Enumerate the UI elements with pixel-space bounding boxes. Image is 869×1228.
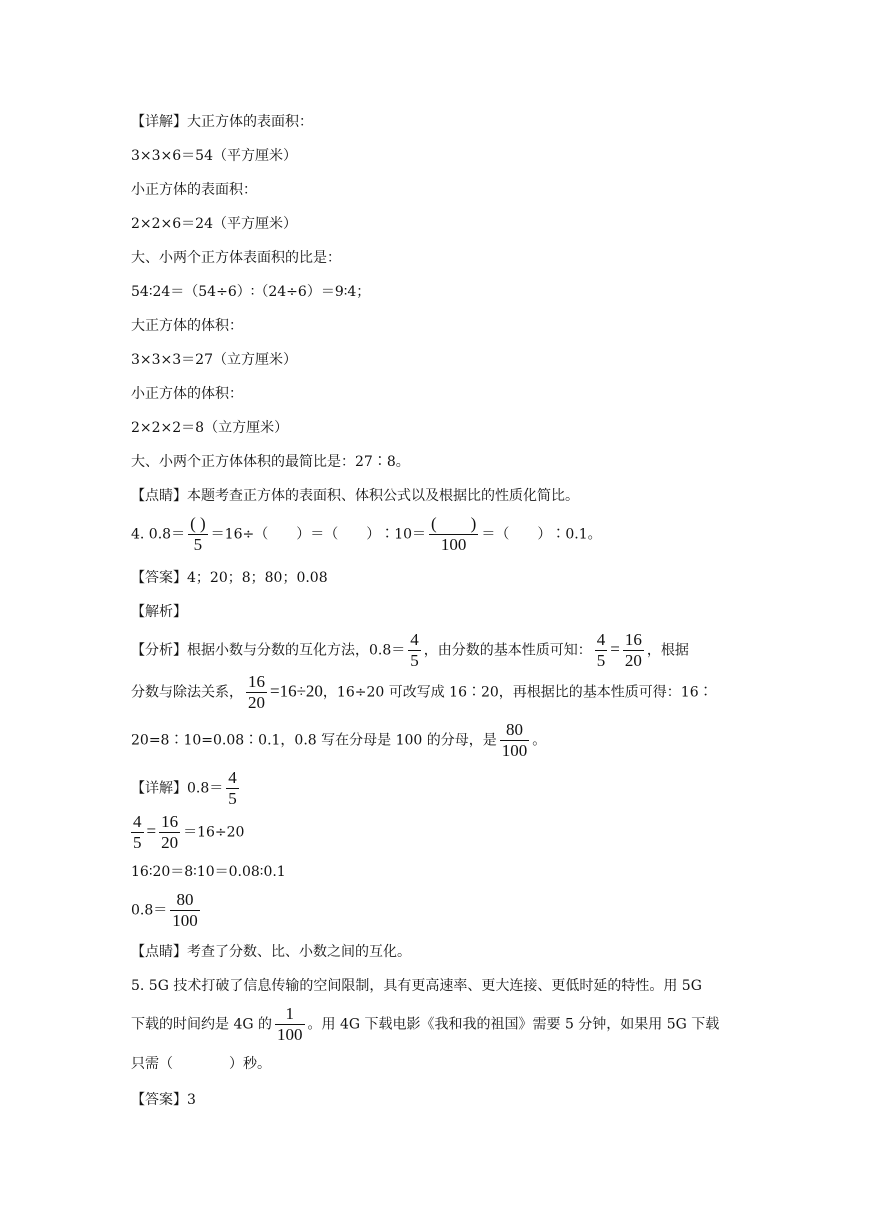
fenxi-text-f: ，16÷20 可改写成 16∶20，再根据比的基本性质可得：16∶	[322, 684, 713, 701]
q4-fraction-2-num: ( )	[431, 514, 477, 533]
question-5-line-3: 只需（ ）秒。	[131, 1056, 271, 1072]
detail-2-fraction-1	[226, 768, 239, 809]
label-volume-large: 大正方体的体积：	[131, 318, 243, 334]
label-surface-small: 小正方体的表面积：	[131, 182, 257, 198]
detail-2-text-b: ＝16÷20	[183, 824, 245, 841]
answer-5: 【答案】3	[131, 1092, 196, 1108]
question-5-line-1: 5. 5G 技术打破了信息传输的空间限制，具有更高速率、更大连接、更低时延的特性。用 5G	[131, 978, 702, 994]
fenxi-fraction-4-num: 16	[248, 672, 265, 691]
label-surface-ratio: 大、小两个正方体表面积的比是：	[131, 250, 341, 266]
fenxi-line-1	[131, 630, 689, 671]
question-5-line-2	[131, 1004, 719, 1045]
detail-2-fraction-3-den: 20	[161, 833, 179, 852]
fenxi-fraction-2-den: 5	[596, 651, 606, 670]
detail-2-fraction-2	[131, 812, 144, 853]
fenxi-fraction-4	[246, 672, 267, 713]
detail-2-fraction-2-den: 5	[133, 833, 142, 852]
detail-2-fraction-1-den: 5	[228, 789, 237, 808]
calc-surface-ratio: 54∶24＝（54÷6）∶（24÷6）＝9∶4；	[131, 284, 371, 300]
fenxi-fraction-3-num: 16	[624, 630, 642, 649]
detail-label-surface-large: 【详解】大正方体的表面积：	[131, 114, 313, 130]
q4-part-b: ＝16÷（ ）＝（ ）∶10＝	[210, 526, 427, 543]
detail-2-text-c: 0.8＝	[131, 902, 168, 919]
detail-2-line-3: 16∶20＝8∶10＝0.08∶0.1	[131, 864, 286, 880]
detail-2-fraction-4-num: 80	[170, 890, 200, 911]
q4-fraction-1-den: 5	[193, 535, 203, 554]
answer-4: 【答案】4；20；8；80；0.08	[131, 570, 328, 586]
fenxi-text-a: 【分析】根据小数与分数的互化方法，0.8＝	[131, 642, 406, 659]
detail-2-equals: =	[146, 821, 157, 841]
detail-2-fraction-4	[170, 890, 200, 931]
fenxi-fraction-2	[595, 630, 608, 671]
q4-part-c: ＝（ ）∶0.1。	[481, 526, 602, 543]
fenxi-fraction-5-num: 80	[500, 720, 530, 741]
dianjing-note-1: 【点睛】本题考查正方体的表面积、体积公式以及根据比的性质化简比。	[131, 488, 579, 504]
q5-text-b: 。用 4G 下载电影《我和我的祖国》需要 5 分钟，如果用 5G 下载	[307, 1016, 720, 1033]
calc-surface-large: 3×3×6＝54（平方厘米）	[131, 148, 297, 164]
detail-2-line-2	[131, 812, 244, 853]
q5-fraction-num: 1	[275, 1004, 305, 1025]
fenxi-text-g: 20=8∶10=0.08∶0.1，0.8 写在分母是 100 的分母，是	[131, 732, 497, 749]
q4-fraction-2-den: 100	[440, 535, 467, 554]
q5-fraction	[275, 1004, 305, 1045]
volume-ratio-result: 大、小两个正方体体积的最简比是：27∶8。	[131, 454, 410, 470]
fenxi-text-h: 。	[532, 732, 547, 749]
fenxi-text-c: ，根据	[646, 642, 689, 659]
fenxi-fraction-5	[500, 720, 530, 761]
detail-2-fraction-1-num: 4	[228, 768, 237, 787]
fenxi-fraction-1-num: 4	[410, 630, 419, 649]
detail-2-fraction-2-num: 4	[133, 812, 142, 831]
fenxi-text-e: =16÷20	[270, 681, 323, 701]
detail-2-fraction-3-num: 16	[161, 812, 179, 831]
label-volume-small: 小正方体的体积：	[131, 386, 243, 402]
fenxi-fraction-2-num: 4	[596, 630, 606, 649]
calc-surface-small: 2×2×6＝24（平方厘米）	[131, 216, 297, 232]
q4-part-a: 4. 0.8＝	[131, 526, 186, 543]
q4-fraction-1-num: ( )	[190, 514, 206, 533]
analysis-label: 【解析】	[131, 604, 187, 620]
detail-2-fraction-3	[159, 812, 180, 853]
fenxi-line-2	[131, 672, 713, 713]
fenxi-fraction-1	[408, 630, 421, 671]
detail-2-fraction-4-den: 100	[172, 911, 198, 930]
q5-fraction-den: 100	[277, 1025, 303, 1044]
calc-volume-large: 3×3×3＝27（立方厘米）	[131, 352, 297, 368]
fenxi-fraction-5-den: 100	[501, 741, 528, 760]
fenxi-text-b: ，由分数的基本性质可知：	[423, 642, 592, 659]
detail-2-text-a: 【详解】0.8＝	[131, 780, 224, 797]
question-4	[131, 514, 602, 555]
q5-text-a: 下载的时间约是 4G 的	[131, 1016, 272, 1033]
fenxi-line-3	[131, 720, 546, 761]
fenxi-fraction-3-den: 20	[624, 651, 642, 670]
fenxi-fraction-4-den: 20	[248, 693, 265, 712]
fenxi-equals: =	[610, 639, 620, 659]
dianjing-note-2: 【点睛】考查了分数、比、小数之间的互化。	[131, 944, 411, 960]
fenxi-text-d: 分数与除法关系，	[131, 684, 243, 701]
q4-fraction-2	[429, 514, 478, 555]
fenxi-fraction-1-den: 5	[410, 651, 419, 670]
detail-2-line-4	[131, 890, 203, 931]
calc-volume-small: 2×2×2＝8（立方厘米）	[131, 420, 289, 436]
q4-fraction-1	[188, 514, 208, 555]
fenxi-fraction-3	[623, 630, 644, 671]
detail-2-line-1	[131, 768, 242, 809]
